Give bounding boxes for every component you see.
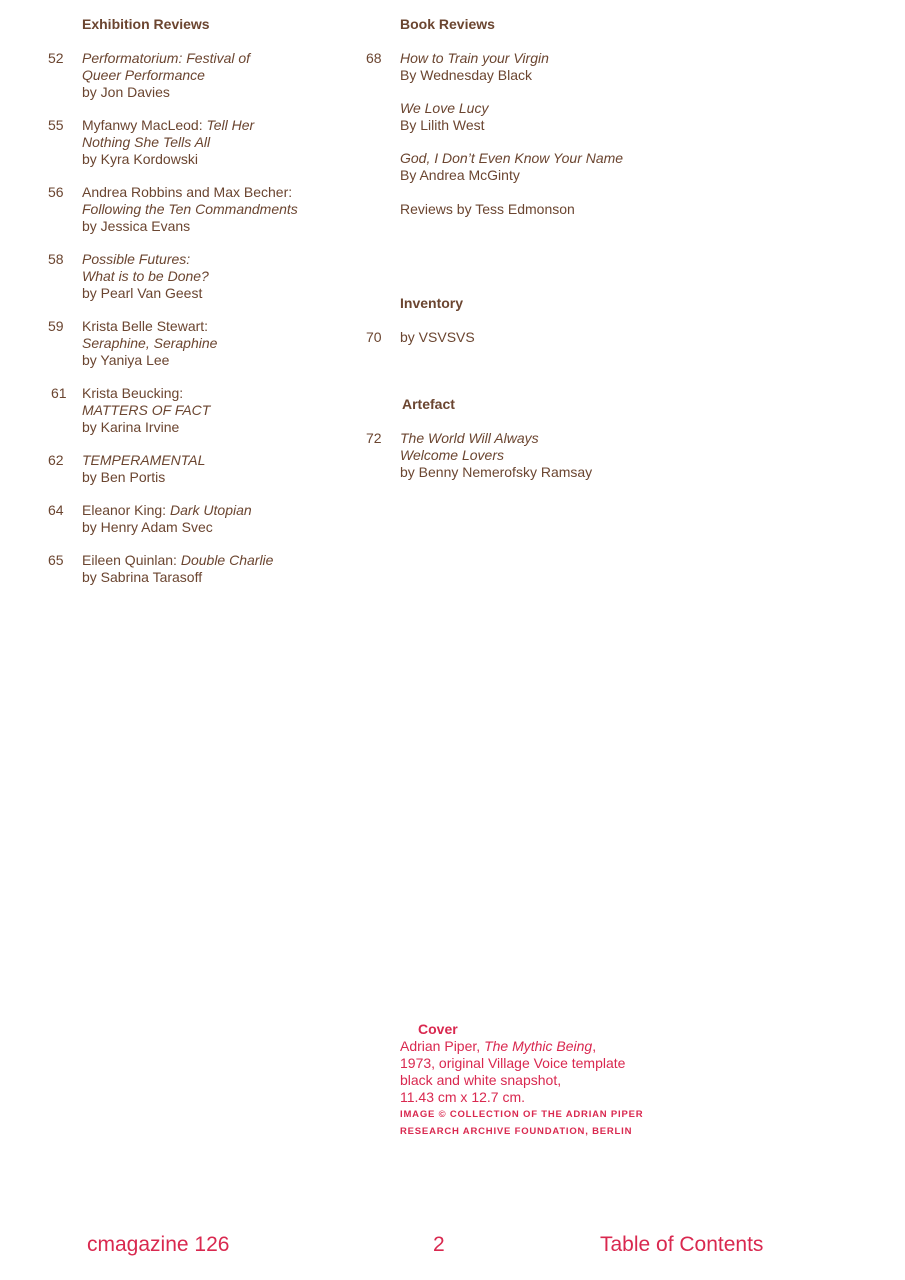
page-number: 52 xyxy=(48,50,64,66)
page-number: 62 xyxy=(48,452,64,468)
entry-author: by Yaniya Lee xyxy=(82,352,170,368)
section-title: Table of Contents xyxy=(600,1233,764,1256)
entry-author: by Pearl Van Geest xyxy=(82,285,203,301)
entry-author: by Kyra Kordowski xyxy=(82,151,198,167)
entry-title: What is to be Done? xyxy=(82,268,209,284)
entry-author: by Karina Irvine xyxy=(82,419,180,435)
entry-artist: Krista Beucking: xyxy=(82,385,184,401)
entry-author: by Henry Adam Svec xyxy=(82,519,213,535)
entry-title: Performatorium: Festival of xyxy=(82,50,251,66)
entry-title: TEMPERAMENTAL xyxy=(82,452,206,468)
cover-artist: Adrian Piper, xyxy=(400,1038,485,1054)
entry-title-italic: Dark Utopian xyxy=(169,502,252,518)
entry-title: MATTERS OF FACT xyxy=(82,402,211,418)
entry-title: We Love Lucy xyxy=(400,100,489,116)
toc-entry[interactable] xyxy=(82,385,210,436)
page-number: 56 xyxy=(48,184,64,200)
cover-line: 1973, original Village Voice template xyxy=(400,1055,626,1071)
entry-title: Possible Futures: xyxy=(82,251,191,267)
toc-entry[interactable] xyxy=(82,452,205,486)
book-reviews-heading: Book Reviews xyxy=(400,16,495,32)
entry-title: Seraphine, Seraphine xyxy=(82,335,218,351)
entry-title xyxy=(82,502,252,519)
page-number: 55 xyxy=(48,117,64,133)
entry-author: by Sabrina Tarasoff xyxy=(82,569,203,585)
toc-entry[interactable] xyxy=(82,318,217,369)
cover-line: 11.43 cm x 12.7 cm. xyxy=(400,1089,526,1105)
toc-entry[interactable] xyxy=(82,117,254,168)
entry-artist: Eleanor King: xyxy=(82,502,170,518)
cover-caption xyxy=(400,1021,643,1140)
page-number: 72 xyxy=(366,430,382,446)
page-number: 65 xyxy=(48,552,64,568)
entry-title: The World Will Always xyxy=(400,430,539,446)
page-number: 68 xyxy=(366,50,382,66)
entry-author: by Benny Nemerofsky Ramsay xyxy=(400,464,593,480)
exhibition-reviews-heading: Exhibition Reviews xyxy=(82,16,210,32)
entry-title: How to Train your Virgin xyxy=(400,50,549,66)
inventory-heading: Inventory xyxy=(400,295,464,311)
toc-entry[interactable] xyxy=(400,100,488,134)
toc-entry[interactable] xyxy=(82,50,250,101)
cover-work-title: The Mythic Being xyxy=(484,1038,593,1054)
toc-entry[interactable] xyxy=(400,430,592,481)
entry-author: By Andrea McGinty xyxy=(400,167,520,183)
page-number: 61 xyxy=(51,385,67,401)
entry-title xyxy=(82,552,273,569)
entry-author: By Lilith West xyxy=(400,117,485,133)
entry-title: God, I Don’t Even Know Your Name xyxy=(400,150,624,166)
cover-credit: RESEARCH ARCHIVE FOUNDATION, BERLIN xyxy=(400,1126,633,1137)
entry-title: Welcome Lovers xyxy=(400,447,505,463)
entry-artist: Myfanwy MacLeod: xyxy=(82,117,207,133)
cover-credit: IMAGE © COLLECTION OF THE ADRIAN PIPER xyxy=(400,1109,644,1120)
entry-artist: Eileen Quinlan: xyxy=(82,552,181,568)
entry-author: By Wednesday Black xyxy=(400,67,533,83)
page-number: 70 xyxy=(366,329,382,345)
page-number: 58 xyxy=(48,251,64,267)
entry-title: Nothing She Tells All xyxy=(82,134,211,150)
cover-title: Cover xyxy=(418,1021,458,1037)
entry-title-italic: Double Charlie xyxy=(180,552,274,568)
entry-author: by VSVSVS xyxy=(400,329,475,345)
entry-title-italic: Tell Her xyxy=(206,117,255,133)
reviews-by: Reviews by Tess Edmonson xyxy=(400,201,575,217)
entry-title: Queer Performance xyxy=(82,67,205,83)
entry-artist: Krista Belle Stewart: xyxy=(82,318,209,334)
toc-entry[interactable] xyxy=(82,552,273,586)
toc-entry[interactable] xyxy=(400,50,549,84)
page-number: 59 xyxy=(48,318,64,334)
toc-entry[interactable] xyxy=(82,251,209,302)
toc-entry[interactable] xyxy=(82,502,252,536)
cover-line xyxy=(400,1038,643,1055)
toc-entry[interactable] xyxy=(400,150,623,184)
toc-entry[interactable] xyxy=(400,329,475,346)
entry-author: by Jon Davies xyxy=(82,84,170,100)
entry-title xyxy=(82,117,254,134)
entry-artist: Andrea Robbins and Max Becher: xyxy=(82,184,293,200)
entry-title: Following the Ten Commandments xyxy=(82,201,298,217)
page-number: 64 xyxy=(48,502,64,518)
artefact-heading: Artefact xyxy=(402,396,455,412)
cover-comma: , xyxy=(592,1038,597,1054)
magazine-name: cmagazine 126 xyxy=(87,1233,230,1256)
footer-page-number: 2 xyxy=(433,1233,445,1256)
cover-line: black and white snapshot, xyxy=(400,1072,562,1088)
entry-author: by Jessica Evans xyxy=(82,218,191,234)
entry-author: by Ben Portis xyxy=(82,469,166,485)
toc-entry[interactable] xyxy=(82,184,298,235)
